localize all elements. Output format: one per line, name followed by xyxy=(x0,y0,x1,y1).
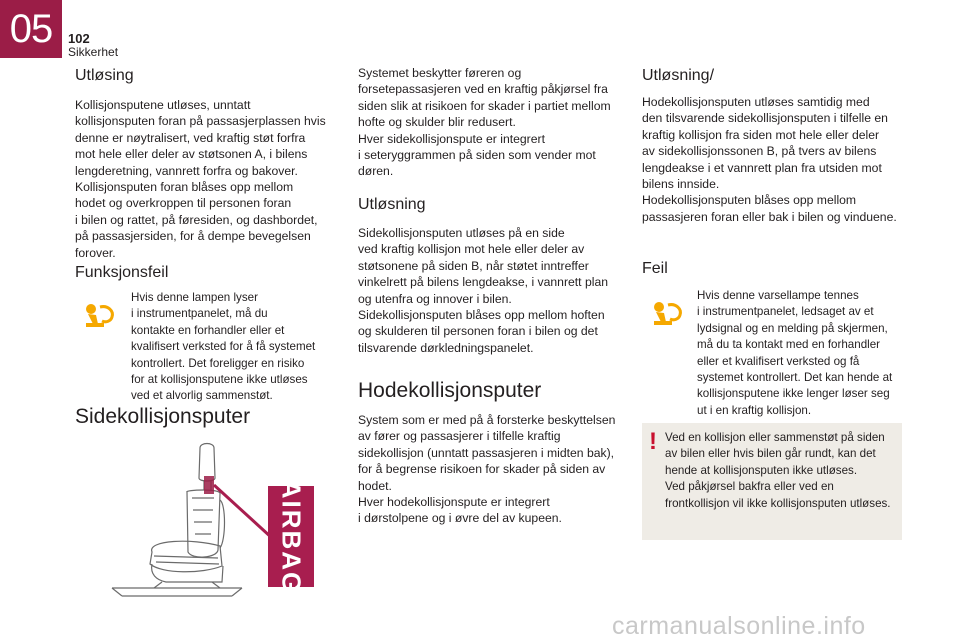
utlosning-slash-heading: Utløsning/ xyxy=(642,67,715,84)
airbag-label xyxy=(268,479,314,594)
text-line: kvalifisert verksted for å få systemet xyxy=(131,340,316,354)
side-intro xyxy=(358,65,628,180)
text-line: i instrumentpanelet, må du xyxy=(131,307,268,321)
text-line: kollisjonsputen foran på passasjerplassen hvis xyxy=(75,114,326,129)
text-line: støtsonene på siden B, når støtet inntreffer xyxy=(358,258,589,273)
section-title: Sikkerhet xyxy=(68,45,119,59)
text-line: Systemet beskytter føreren og xyxy=(358,66,522,80)
page-number: 102 xyxy=(68,31,90,46)
text-line: lengderetning, vannrett forfra og bakover. xyxy=(75,163,298,178)
text-line: eller et kvalifisert verksted og få xyxy=(697,354,860,368)
text-line: forsetepassasjeren ved en kraftig påkjørsel fra xyxy=(358,82,608,97)
text-line: i instrumentpanelet, ledsaget av et xyxy=(697,305,874,319)
sidekollisjonsputer-heading: Sidekollisjonsputer xyxy=(75,405,251,428)
text-line: vinkelrett på bilens lengdeakse, i vannrett plan xyxy=(358,275,608,290)
text-line: av fører og passasjerer i tilfelle kraftig xyxy=(358,429,561,444)
text-line: tilsvarende dørkledningspanelet. xyxy=(358,340,534,355)
text-line: hodet. xyxy=(358,478,392,493)
utlosning-heading: Utløsning xyxy=(358,196,426,213)
hode-section xyxy=(358,378,633,527)
feil-heading: Feil xyxy=(642,260,668,277)
text-line: Hvis denne lampen lyser xyxy=(131,291,258,304)
text-line: hende at kollisjonsputen ikke utløses. xyxy=(665,463,858,477)
text-line: Ved påkjørsel bakfra eller ved en xyxy=(665,480,834,494)
text-line: Kollisjonsputen foran blåses opp mellom xyxy=(75,180,294,195)
text-line: Kollisjonsputene utløses, unntatt xyxy=(75,98,251,112)
text-line: for at kollisjonsputene ikke utløses xyxy=(131,373,308,387)
text-line: systemet kontrollert. Det kan hende at xyxy=(697,371,893,385)
text-line: av sidekollisjonssonen B, på tvers av bilens xyxy=(642,144,877,159)
text-line: ved kraftig kollisjon mot hele eller deler av xyxy=(358,242,585,257)
airbag-label-text: AIRBAG xyxy=(276,479,307,594)
airbag-warning-lamp-icon xyxy=(652,301,686,327)
text-line: Sidekollisjonsputen blåses opp mellom hoften xyxy=(358,308,605,323)
text-line: Ved en kollisjon eller sammenstøt på siden xyxy=(665,431,885,444)
text-line: mot hele eller deler av støtsonen A, i bilens xyxy=(75,147,308,162)
text-line: på passasjersiden, for å dempe bevegelsen xyxy=(75,229,311,244)
text-line: bilens innside. xyxy=(642,177,720,192)
text-line: Hodekollisjonsputen utløses samtidig med xyxy=(642,95,870,109)
hodekollisjonsputer-heading: Hodekollisjonsputer xyxy=(358,379,542,402)
watermark: carmanualsonline.info xyxy=(612,612,866,640)
funksjonsfeil-heading: Funksjonsfeil xyxy=(75,264,169,281)
text-line: i bilen og rattet, på føresiden, og dashbordet, xyxy=(75,212,318,227)
text-line: og skulderen til personen foran i bilen og det xyxy=(358,324,598,339)
text-line: ut i en kraftig kollisjon. xyxy=(697,403,812,417)
text-line: i dørstolpene og i øvre del av kupeen. xyxy=(358,511,562,526)
feil-text xyxy=(697,288,902,419)
text-line: forover. xyxy=(75,245,116,260)
text-line: den tilsvarende sidekollisjonsputen i tilfelle en xyxy=(642,111,888,126)
text-line: døren. xyxy=(358,164,394,179)
text-line: og utenfra og innover i bilen. xyxy=(358,291,512,306)
text-line: av bilen eller hvis bilen går rundt, kan det xyxy=(665,447,876,461)
text-line: lengdeakse i et vannrett plan fra utsiden mot xyxy=(642,160,882,175)
text-line: siden slik at risikoen for skader i partiet mellom xyxy=(358,98,611,113)
text-line: Hver sidekollisjonspute er integrert xyxy=(358,131,545,146)
text-line: frontkollisjon vil ikke kollisjonsputen utløses. xyxy=(665,496,891,510)
airbag-warning-lamp-icon xyxy=(84,303,118,329)
hode-utlosning-section xyxy=(642,66,917,225)
text-line: kollisjonsputene ikke lenger løser seg xyxy=(697,387,890,401)
utlosing-section xyxy=(75,66,345,261)
text-line: lydsignal og en melding på skjermen, xyxy=(697,321,888,335)
text-line: hodet og overkroppen til personen foran xyxy=(75,196,292,211)
text-line: ved et alvorlig sammenstøt. xyxy=(131,389,273,403)
text-line: må du ta kontakt med en forhandler xyxy=(697,338,881,352)
text-line: kontakte en forhandler eller et xyxy=(131,323,285,337)
chapter-tab: 05 xyxy=(0,0,62,58)
text-line: passasjeren foran eller bak i bilen og vinduene. xyxy=(642,209,897,224)
text-line: for å begrense risikoen for skader på siden av xyxy=(358,462,606,477)
text-line: kraftig kollisjon fra siden mot hele eller deler xyxy=(642,127,880,142)
side-utlosning-section xyxy=(358,195,628,356)
text-line: Sidekollisjonsputen utløses på en side xyxy=(358,226,565,240)
note-text xyxy=(665,430,897,512)
text-line: Hodekollisjonsputen blåses opp mellom xyxy=(642,193,857,208)
text-line: hofte og skulder blir redusert. xyxy=(358,115,516,130)
text-line: System som er med på å forsterke beskyttelsen xyxy=(358,413,616,427)
text-line: sidekollisjon (unntatt passasjeren i midten bak), xyxy=(358,445,615,460)
funksjonsfeil-text xyxy=(131,290,331,405)
utlosing-heading: Utløsing xyxy=(75,67,134,84)
text-line: kontrollert. Det foreligger en risiko xyxy=(131,356,305,370)
exclamation-icon: ! xyxy=(649,428,657,455)
text-line: denne er nøytralisert, ved kraftig støt forfra xyxy=(75,130,306,145)
text-line: Hvis denne varsellampe tennes xyxy=(697,289,859,302)
text-line: i seteryggrammen på siden som vender mot xyxy=(358,148,596,163)
text-line: Hver hodekollisjonspute er integrert xyxy=(358,495,550,510)
